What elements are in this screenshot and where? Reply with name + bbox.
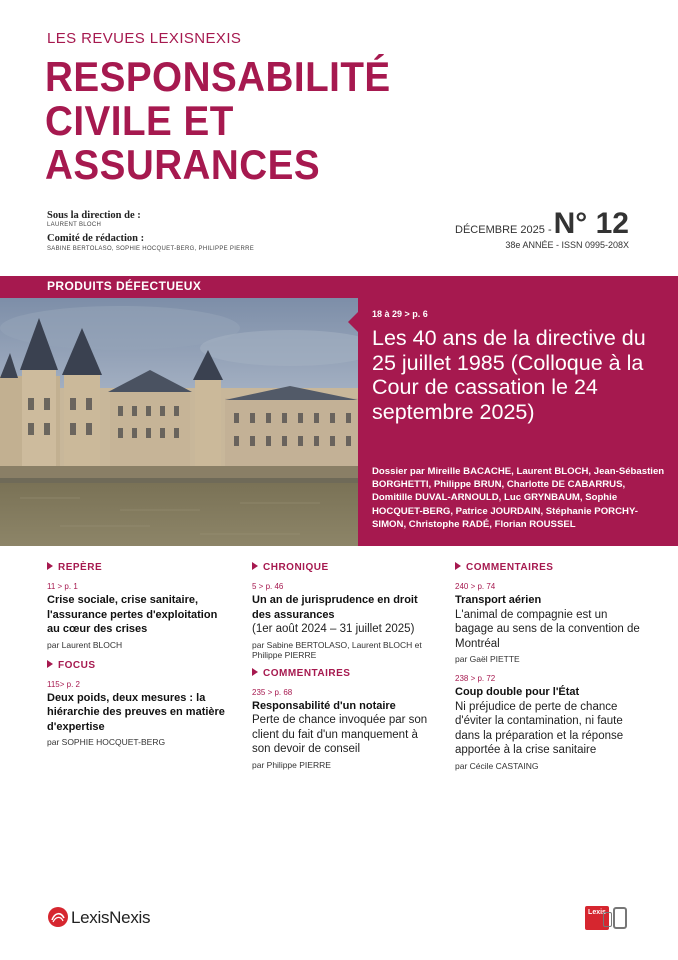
section [47, 562, 232, 650]
article-ref: 240 > p. 74 [455, 582, 496, 591]
article-ref: 115> p. 2 [47, 679, 80, 689]
lexisnexis-logo-icon [47, 906, 69, 933]
feature-band-label: PRODUITS DÉFECTUEUX [47, 279, 202, 293]
article-subtitle: Ni préjudice de perte de chance d'éviter la contamination, ni faute dans la préparation et la réponse apportée à la crise sanitaire [455, 700, 624, 756]
triangle-icon [252, 668, 258, 676]
triangle-icon [252, 562, 258, 570]
section-heading: COMMENTAIRES [455, 562, 640, 573]
section-heading: FOCUS [47, 660, 232, 671]
article-entry[interactable] [47, 680, 232, 748]
phone-icon [603, 912, 612, 927]
article-title: Responsabilité d'un notaire [252, 699, 396, 712]
section [252, 562, 437, 660]
article-author: par Sabine BERTOLASO, Laurent BLOCH et Philippe PIERRE [252, 639, 422, 660]
triangle-icon [455, 562, 461, 570]
article-ref: 238 > p. 72 [455, 674, 496, 683]
article-entry[interactable] [455, 674, 640, 771]
feature-authors: Dossier par Mireille BACACHE, Laurent BLOCH, Jean-Sébastien BORGHETTI, Philippe BRUN, Charlotte DE CABARRUS, Domitille DUVAL-ARNOULD, Luc GRYNBAUM, Sophie HOCQUET-BERG, Patrice JOURDAIN, Stéphanie PORCHY-SIMON, Christophe RADÉ, Florian ROUSSEL [372, 466, 665, 530]
article-author: par Laurent BLOCH [47, 639, 123, 650]
article-title: Coup double pour l'État [455, 686, 580, 698]
title-line: ASSURANCES [45, 141, 321, 188]
title-line: CIVILE ET [45, 97, 234, 144]
comite-label: Comité de rédaction : [47, 233, 145, 244]
triangle-icon [47, 660, 53, 668]
section [47, 660, 232, 748]
article-title: Un an de jurisprudence en droit des assurances [252, 594, 418, 621]
section [252, 668, 437, 770]
issue-subline: 38e ANNÉE - ISSN 0995-208X [505, 240, 629, 250]
comite-names: SABINE BERTOLASO, SOPHIE HOCQUET-BERG, PHILIPPE PIERRE [47, 246, 255, 252]
article-entry[interactable] [252, 582, 437, 660]
section-heading: COMMENTAIRES [252, 668, 437, 679]
article-title: Deux poids, deux mesures : la hiérarchie des preuves en matière d'expertise [47, 691, 225, 733]
journal-title [45, 55, 525, 187]
conciergerie-illustration [0, 298, 358, 546]
contents-column-3 [455, 562, 640, 779]
article-subtitle: (1er août 2024 – 31 juillet 2025) [252, 623, 415, 635]
feature-title[interactable]: Les 40 ans de la directive du 25 juillet 1985 (Colloque à la Cour de cassation le 24 septembre 2025) [372, 326, 646, 424]
badge-label: Lexis [588, 909, 606, 916]
article-entry[interactable] [252, 688, 437, 770]
article-subtitle: L'animal de compagnie est un bagage au sens de la convention de Montréal [455, 608, 640, 650]
section-heading: CHRONIQUE [252, 562, 437, 573]
article-ref: 235 > p. 68 [252, 687, 293, 697]
issue-date: DÉCEMBRE 2025 - [455, 224, 552, 236]
section-heading: REPÈRE [47, 562, 232, 573]
article-author: par SOPHIE HOCQUET-BERG [47, 737, 166, 747]
article-title: Transport aérien [455, 594, 542, 606]
issue-info [455, 207, 629, 241]
section [455, 562, 640, 771]
article-entry[interactable] [455, 582, 640, 664]
direction-name: LAURENT BLOCH [47, 222, 102, 228]
contents-column-2 [252, 562, 437, 778]
article-ref: 5 > p. 46 [252, 582, 284, 591]
issue-number: N° 12 [553, 207, 629, 240]
title-line: RESPONSABILITÉ [45, 53, 391, 100]
article-author: par Cécile CASTAING [455, 760, 539, 771]
series-name: LES REVUES LEXISNEXIS [47, 30, 242, 47]
contents-column-1 [47, 562, 232, 755]
feature-ref: 18 à 29 > p. 6 [372, 309, 428, 319]
tablet-icon [613, 907, 627, 929]
panel-pointer [348, 312, 358, 332]
publisher-name[interactable]: LexisNexis [71, 908, 151, 927]
article-entry[interactable] [47, 582, 232, 650]
triangle-icon [47, 562, 53, 570]
article-ref: 11 > p. 1 [47, 582, 78, 591]
article-subtitle: Perte de chance invoquée par son client du fait d'un manquement à son devoir de conseil [252, 714, 428, 755]
article-author: par Gaël PIETTE [455, 654, 520, 664]
article-title: Crise sociale, crise sanitaire, l'assurance pertes d'exploitation au cœur des crises [47, 594, 218, 635]
feature-photo [0, 298, 358, 546]
article-author: par Philippe PIERRE [252, 759, 331, 770]
direction-label: Sous la direction de : [47, 210, 141, 221]
